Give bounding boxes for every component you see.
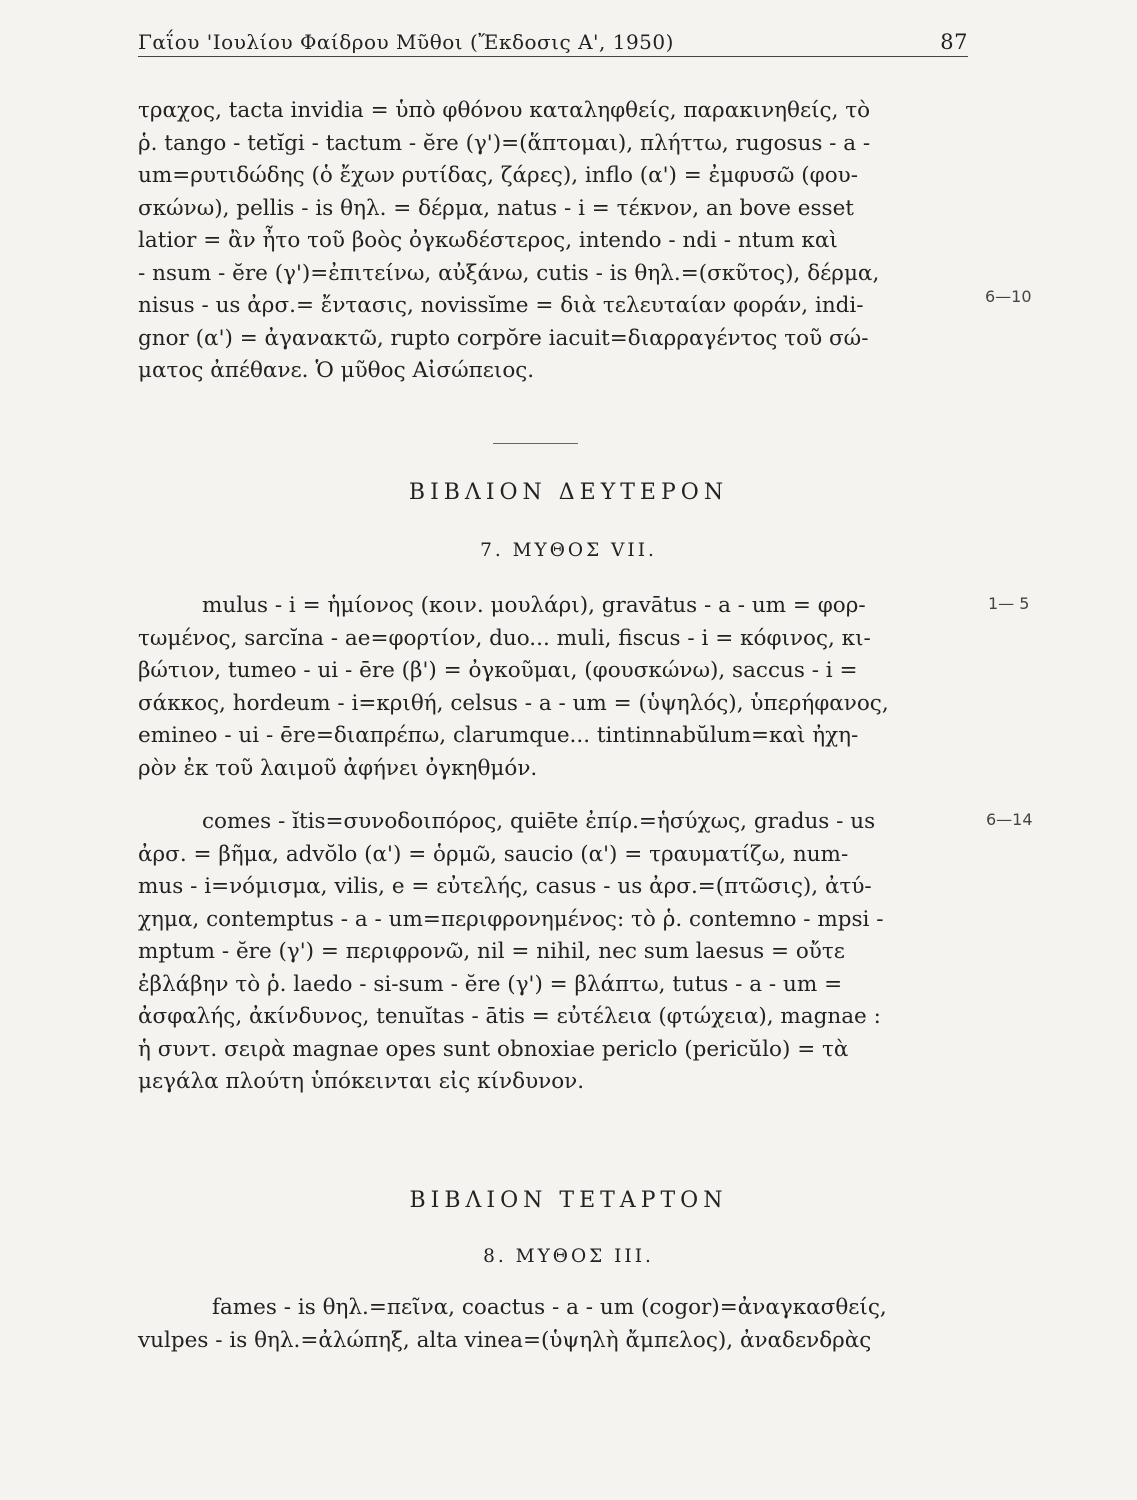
text-line: βώτιον, tumeo - ui - ēre (β') = ὀγκοῦμαι, (φουσκώνω), saccus - i = [138, 658, 858, 683]
text-line: fames - is θηλ.=πεῖνα, coactus - a - um (cogor)=ἀναγκασθείς, [212, 1295, 887, 1320]
text-line: μεγάλα πλούτη ὑπόκεινται εἰς κίνδυνον. [138, 1069, 585, 1094]
margin-line-ref: 6—10 [985, 287, 1032, 306]
margin-line-ref: 1— 5 [988, 594, 1030, 613]
book-heading: ΒΙΒΛΙΟΝ ΔΕΥΤΕΡΟΝ [408, 480, 729, 505]
text-line: σκώνω), pellis - is θηλ. = δέρμα, natus - i = τέκνον, an bove esset [138, 195, 854, 221]
text-line: ρὸν ἐκ τοῦ λαιμοῦ ἀφήνει ὀγκηθμόν. [138, 755, 538, 781]
text-line: ῥ. tango - tetĭgi - tactum - ĕre (γ')=(ἅπτομαι), πλήττω, rugosus - a - [138, 130, 871, 156]
header-title: Γαΐου 'Ιουλίου Φαίδρου Μῦθοι (Ἔκδοσις Α', 1950) [138, 30, 674, 54]
text-line: gnor (α') = ἀγανακτῶ, rupto corpŏre iacuit=διαρραγέντος τοῦ σώ- [138, 325, 869, 351]
text-line: ματος ἀπέθανε. Ὁ μῦθος Αἰσώπειος. [138, 358, 535, 383]
text-line: latior = ἂν ἦτο τοῦ βοὸς ὀγκωδέστερος, intendo - ndi - ntum καὶ [138, 228, 838, 253]
text-line: mptum - ĕre (γ') = περιφρονῶ, nil = nihil, nec sum laesus = οὔτε [138, 939, 845, 964]
paragraph-fable8 [138, 1292, 973, 1357]
page-number: 87 [940, 30, 968, 54]
text-line: um=ρυτιδώδης (ὁ ἔχων ρυτίδας, ζάρες), inflo (α') = ἐμφυσῶ (φου- [138, 163, 859, 188]
paragraph-fable7-part2 [138, 806, 973, 1099]
text-line: ἀσφαλής, ἀκίνδυνος, tenuĭtas - ātis = εὐτέλεια (φτώχεια), magnae : [138, 1004, 881, 1029]
text-line: comes - ĭtis=συνοδοιπόρος, quiēte ἐπίρ.=ἡσύχως, gradus - us [202, 809, 876, 834]
text-line: χημα, contemptus - a - um=περιφρονημένος: τὸ ῥ. contemno - mpsi - [138, 906, 884, 932]
section-divider [493, 443, 578, 444]
text-line: mus - i=νόμισμα, vilis, e = εὐτελής, casus - us ἀρσ.=(πτῶσις), ἀτύ- [138, 874, 872, 899]
text-line: ἐβλάβην τὸ ῥ. laedo - si-sum - ĕre (γ') = βλάπτω, tutus - a - um = [138, 971, 843, 997]
text-line: ἡ συντ. σειρὰ magnae opes sunt obnoxiae periclo (pericŭlo) = τὰ [138, 1036, 849, 1062]
text-line: mulus - i = ἡμίονος (κοιν. μουλάρι), gravātus - a - um = φορ- [202, 593, 866, 618]
paragraph-continuation [138, 95, 973, 388]
text-line: - nsum - ĕre (γ')=ἐπιτείνω, αὐξάνω, cutis - is θηλ.=(σκῦτος), δέρμα, [138, 260, 880, 286]
book-heading: ΒΙΒΛΙΟΝ ΤΕΤΑΡΤΟΝ [409, 1188, 728, 1213]
margin-line-ref: 6—14 [986, 810, 1033, 829]
text-line: nisus - us ἀρσ.= ἔντασις, novissĭme = διὰ τελευταίαν φοράν, indi- [138, 293, 864, 318]
text-line: ἀρσ. = βῆμα, advŏlo (α') = ὁρμῶ, saucio (α') = τραυματίζω, num- [138, 841, 849, 867]
text-line: vulpes - is θηλ.=ἀλώπηξ, alta vinea=(ὑψηλὴ ἄμπελος), ἀναδενδρὰς [138, 1327, 872, 1353]
text-line: τωμένος, sarcĭna - ae=φορτίον, duo... muli, fiscus - i = κόφινος, κι- [138, 625, 871, 651]
paragraph-fable7-part1 [138, 590, 973, 785]
running-header [138, 30, 968, 57]
fable-heading: 8. ΜΥΘΟΣ III. [483, 1246, 654, 1267]
text-line: σάκκος, hordeum - i=κριθή, celsus - a - um = (ὑψηλός), ὑπερήφανος, [138, 690, 889, 716]
text-line: τραχος, tacta invidia = ὑπὸ φθόνου καταληφθείς, παρακινηθείς, τὸ [138, 98, 871, 123]
fable-heading: 7. ΜΥΘΟΣ VII. [480, 540, 657, 561]
text-line: emineo - ui - ēre=διαπρέπω, clarumque... tintinnabŭlum=καὶ ἠχη- [138, 723, 859, 748]
